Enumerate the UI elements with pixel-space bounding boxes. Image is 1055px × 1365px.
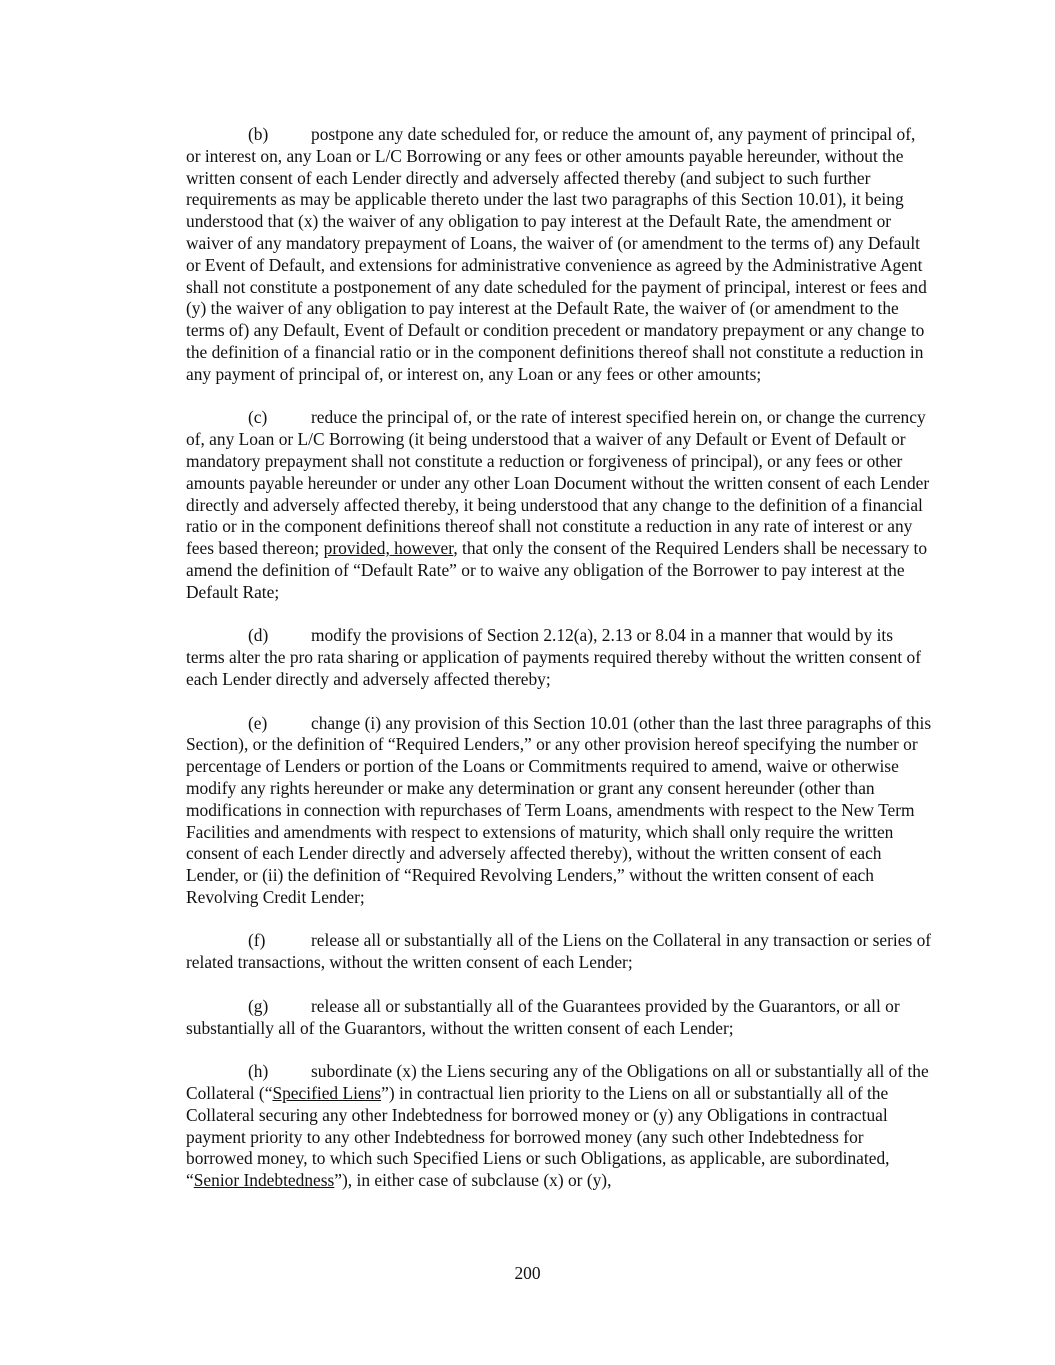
paragraph-text: modify the provisions of Section 2.12(a), 2.13 or 8.04 in a manner that would by its terms alter the pro rata sharing or application of payments required thereby without the written consent of each Lender directly and adversely affected thereby; bbox=[186, 625, 922, 689]
paragraph-label: (d) bbox=[248, 625, 269, 646]
paragraph-label: (h) bbox=[248, 1061, 269, 1082]
paragraph-f bbox=[186, 930, 934, 974]
paragraph-text: release all or substantially all of the Liens on the Collateral in any transaction or series of related transactions, without the written consent of each Lender; bbox=[186, 930, 932, 973]
paragraph-c bbox=[186, 407, 934, 603]
paragraph-g bbox=[186, 996, 934, 1040]
paragraph-label: (b) bbox=[248, 124, 269, 144]
page-number: 200 bbox=[514, 1263, 541, 1283]
paragraph-b bbox=[186, 124, 934, 386]
paragraph-text: ”), in either case of subclause (x) or (y), bbox=[334, 1170, 612, 1191]
paragraph-label: (f) bbox=[248, 930, 266, 951]
paragraph-h bbox=[186, 1061, 934, 1192]
paragraph-text: postpone any date scheduled for, or reduce the amount of, any payment of principal of, or interest on, any Loan or L/C Borrowing or any fees or other amounts payable hereunder, without the written consent of each Lender directly and adversely affected thereby (and subject to such further requirements as may be applicable thereto under the last two paragraphs of this Section 10.01), it being understood that (x) the waiver of any obligation to pay interest at the Default Rate, the amendment or waiver of any mandatory prepayment of Loans, the waiver of (or amendment to the terms of) any Default or Event of Default, and extensions for administrative convenience as agreed by the Administrative Agent shall not constitute a postponement of any date scheduled for the payment of principal, interest or fees and (y) the waiver of any obligation to pay interest at the Default Rate, the waiver of (or amendment to the terms of) any Default, Event of Default or condition precedent or mandatory prepayment or any change to the definition of a financial ratio or in the component definitions thereof shall not constitute a reduction in any payment of principal of, or interest on, any Loan or any fees or other amounts; bbox=[186, 124, 927, 384]
paragraph-text: subordinate (x) the Liens securing any of the Obligations on all or substantially all of the Collateral (“ bbox=[186, 1061, 929, 1104]
paragraph-d bbox=[186, 625, 934, 690]
underlined-term-specified-liens: Specified Liens bbox=[272, 1083, 382, 1104]
paragraph-text: release all or substantially all of the Guarantees provided by the Guarantors, or all or substantially all of the Guarantors, without the written consent of each Lender; bbox=[186, 995, 900, 1038]
underlined-term-provided-however: provided, however bbox=[323, 538, 454, 559]
paragraph-e bbox=[186, 713, 934, 909]
paragraph-label: (c) bbox=[248, 407, 268, 428]
paragraph-text: reduce the principal of, or the rate of interest specified herein on, or change the currency of, any Loan or L/C Borrowing (it being understood that a waiver of any Default or Event of Default or mandatory prepayment shall not constitute a reduction or forgiveness of principal), or any fees or other amounts payable hereunder or under any other Loan Document without the written consent of each Lender directly and adversely affected thereby, it being understood that any change to the definition of a financial ratio or in the component definitions thereof shall not constitute a reduction in any rate of interest or any fees based thereon; bbox=[186, 407, 930, 559]
paragraph-text: ”) in contractual lien priority to the Liens on all or substantially all of the Collateral securing any other Indebtedness for borrowed money or (y) any Obligations in contractual payment priority to any other Indebtedness for borrowed money (any such other Indebtedness for borrowed money, to which such Specified Liens or such Obligations, as applicable, are subordinated, “ bbox=[186, 1083, 890, 1191]
underlined-term-senior-indebtedness: Senior Indebtedness bbox=[193, 1170, 335, 1191]
paragraph-label: (g) bbox=[248, 995, 269, 1016]
paragraph-text: change (i) any provision of this Section 10.01 (other than the last three paragraphs of this Section), or the definition of “Required Lenders,” or any other provision hereof specifying the number or percentage of Lenders or portion of the Loans or Commitments required to amend, waive or otherwise modify any rights hereunder or make any determination or grant any consent hereunder (other than modifications in connection with repurchases of Term Loans, amendments with respect to the New Term Facilities and amendments with respect to extensions of maturity, which shall only require the written consent of each Lender directly and adversely affected thereby), without the written consent of each Lender, or (ii) the definition of “Required Revolving Lenders,” without the written consent of each Revolving Credit Lender; bbox=[186, 712, 932, 907]
paragraph-text: , that only the consent of the Required Lenders shall be necessary to amend the definition of “Default Rate” or to waive any obligation of the Borrower to pay interest at the Default Rate; bbox=[186, 538, 928, 602]
paragraph-label: (e) bbox=[248, 712, 268, 733]
document-body bbox=[186, 124, 934, 1214]
